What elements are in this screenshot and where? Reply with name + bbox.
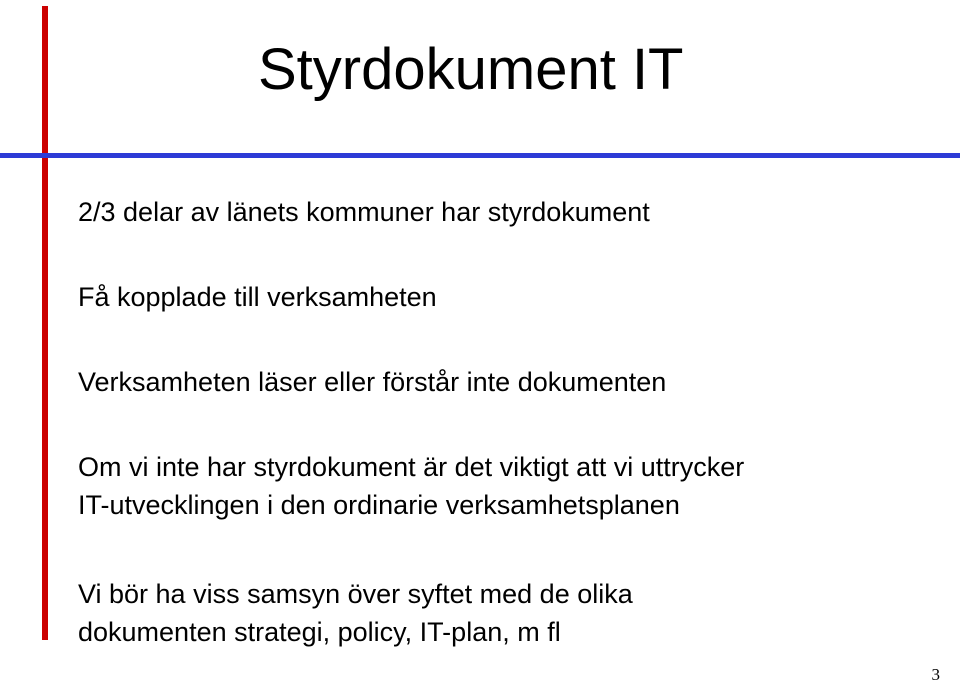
bullet-item bbox=[78, 278, 437, 316]
bullet-item bbox=[78, 363, 666, 401]
slide-title: Styrdokument IT bbox=[258, 37, 684, 102]
bullet-text: 2/3 delar av länets kommuner har styrdokument bbox=[78, 197, 650, 227]
page-number: 3 bbox=[931, 665, 940, 684]
bullet-text: Vi bör ha viss samsyn över syftet med de olika bbox=[78, 579, 633, 609]
bullet-text: Om vi inte har styrdokument är det viktigt att vi uttrycker bbox=[78, 452, 745, 482]
left-accent-bar bbox=[42, 6, 48, 640]
bullet-item bbox=[78, 575, 633, 651]
bullet-item bbox=[78, 448, 744, 524]
bullet-text: dokumenten strategi, policy, IT-plan, m fl bbox=[78, 617, 561, 647]
bullet-text: Verksamheten läser eller förstår inte dokumenten bbox=[78, 367, 667, 397]
bullet-text: Få kopplade till verksamheten bbox=[78, 282, 437, 312]
bullet-item bbox=[78, 193, 650, 231]
title-divider bbox=[0, 153, 960, 158]
bullet-text: IT-utvecklingen i den ordinarie verksamhetsplanen bbox=[78, 490, 680, 520]
